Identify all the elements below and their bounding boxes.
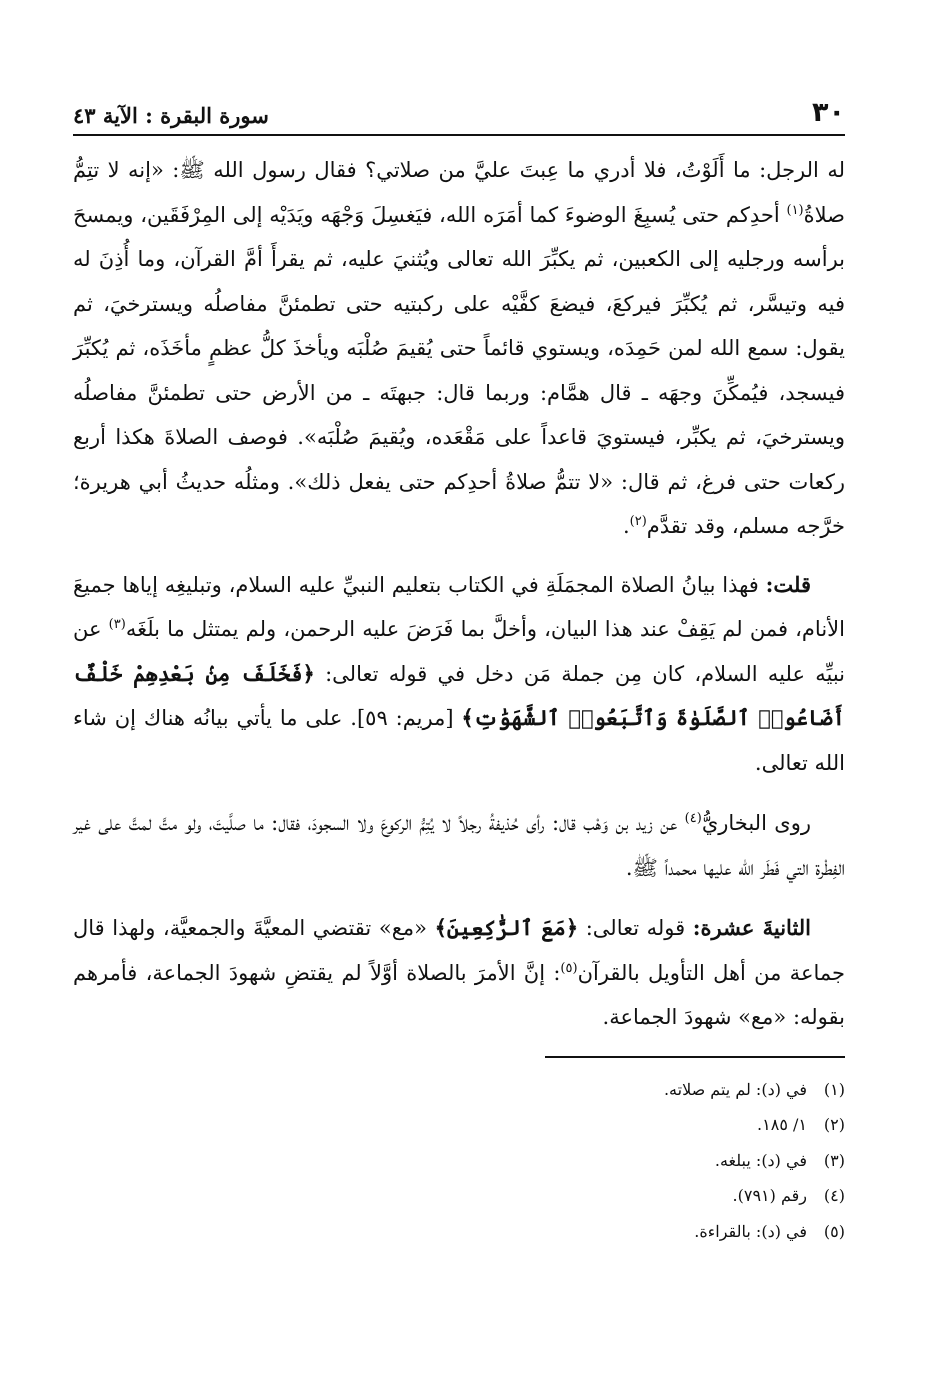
footnote-number: (١)	[823, 1079, 845, 1099]
paragraph-twelfth-issue	[73, 906, 845, 1040]
paragraph-text: عن نبيِّه عليه السلام، كان مِن جملة مَن دخل في قوله تعالى:	[73, 617, 845, 686]
page-header	[73, 88, 845, 128]
paragraph-text: فهذا بيانُ الصلاة المجمَلَةِ في الكتاب بتعليم النبيِّ عليه السلام، وتبليغِه إياها جميعَ الأنام، فمن لم يَقِفْ عند هذا البيان، وأخلَّ بما فَرَضَ عليه الرحمن، ولم يمتثل ما بلَغَه	[73, 572, 845, 641]
footnote-ref: (٤)	[684, 811, 702, 826]
paragraph-lead: قلت:	[765, 571, 811, 597]
footnote-ref: (٢)	[629, 514, 647, 529]
header-rule	[73, 134, 845, 136]
paragraph-text: عن زيد بن وَهْب قال: رأى حُذيفةُ رجلاً لا يُتِمُّ الركوعَ ولا السجودَ، فقال: ما صلَّيتَ، ولو متَّ لمتَّ على غير الفِطْرة التي فَطَر الله عليها محمداً ﷺ.	[73, 811, 845, 880]
paragraph-text: أحدِكم حتى يُسبِغَ الوضوءَ كما أمَرَه الله، فيَغسِلَ وَجْهَه ويَدَيْه إلى المِرْفَقَين، ويمسحَ برأسه ورجليه إلى الكعبين، ثم يكبِّرَ الله تعالى ويُثنيَ عليه، ثم يقرأَ أمَّ القرآن، وما أُذِنَ له فيه وتيسَّر، ثم يُكبِّرَ فيركعَ، فيضعَ كفَّيْه على ركبتيه حتى تطمئنَّ مفاصلُه ويسترخيَ، ثم يقول: سمع الله لمن حَمِدَه، ويستوي قائماً حتى يُقيمَ صُلْبَه ويأخذَ كلُّ عظمٍ مأخَذَه، ثم يُكبِّرَ فيسجد، فيُمكِّنَ وجهَه ـ قال همَّام: وربما قال: جبهتَه ـ من الأرض حتى تطمئنَّ مفاصلُه ويسترخيَ، ثم يكبِّر، فيستويَ قاعداً على مَقْعَده، ويُقيمَ صُلْبَه». فوصف الصلاةَ هكذا أربع ركعات حتى فرغ، ثم قال: «لا تتمُّ صلاةُ أحدِكم حتى يفعل ذلك». ومثلُه حديثُ أبي هريرة؛ خرَّجه مسلم، وقد تقدَّم	[73, 202, 845, 538]
footnote-ref: (١)	[786, 202, 804, 218]
paragraph-lead: الثانيةَ عشرة:	[692, 915, 812, 940]
footnote-text: رقم (٧٩١).	[732, 1186, 807, 1206]
paragraph-commentary	[73, 563, 845, 786]
footnotes-list	[73, 1072, 845, 1250]
footnote-number: (٤)	[823, 1186, 845, 1206]
footnote-text: في (د): يبلغه.	[714, 1150, 807, 1170]
footnote-number: (٥)	[823, 1221, 845, 1241]
paragraph-text: له الرجل: ما أَلَوْتُ، فلا أدري ما عِبتَ عليَّ من صلاتي؟ فقال رسول الله ﷺ: «إنه لا تتِمُّ صلاةُ	[73, 158, 845, 227]
paragraph-text: .	[622, 514, 630, 538]
running-title: سورة البقرة : الآية ٤٣	[73, 103, 269, 128]
paragraph-text: [مريم: ٥٩]. على ما يأتي بيانُه هناك إن شاء الله تعالى.	[73, 706, 845, 775]
footnote-item	[73, 1107, 845, 1143]
footnote-number: (٣)	[823, 1150, 845, 1170]
footnote-text: في (د): بالقراءة.	[694, 1221, 807, 1241]
paragraph-text: روى البخاريُّ	[701, 811, 811, 835]
footnote-item	[73, 1178, 845, 1214]
footnote-rule	[545, 1056, 845, 1058]
paragraph-text: : إنَّ الأمرَ بالصلاة أوَّلاً لم يقتضِ شهودَ الجماعة، فأمرهم بقوله: «مع» شهودَ الجماعة.	[73, 960, 845, 1029]
footnote-item	[73, 1214, 845, 1250]
quran-verse: ﴿مَعَ ٱلرَّٰكِعِينَ﴾	[434, 915, 579, 940]
quran-verse: ﴿فَخَلَفَ مِنۢ بَعْدِهِمْ خَلْفٌ أَضَاعُوا۟ ٱلصَّلَوٰةَ وَٱتَّبَعُوا۟ ٱلشَّهَوَٰتِ﴾	[73, 660, 845, 730]
footnote-text: في (د): لم يتم صلاته.	[663, 1079, 807, 1099]
paragraph-hadith	[73, 148, 845, 549]
footnote-ref: (٣)	[108, 617, 126, 632]
footnote-text: ١/ ١٨٥.	[757, 1115, 807, 1135]
footnote-item	[73, 1072, 845, 1108]
paragraph-text: قوله تعالى:	[578, 916, 693, 940]
footnote-number: (٢)	[823, 1115, 845, 1135]
footnote-ref: (٥)	[560, 960, 578, 976]
page-number: ٣٠	[812, 97, 845, 128]
footnote-item	[73, 1143, 845, 1179]
paragraph-bukhari	[73, 801, 845, 890]
paragraph-text: «مع» تقتضي المعيَّةَ والجمعيَّة، ولهذا قال جماعة من أهل التأويل بالقرآن	[73, 916, 845, 985]
